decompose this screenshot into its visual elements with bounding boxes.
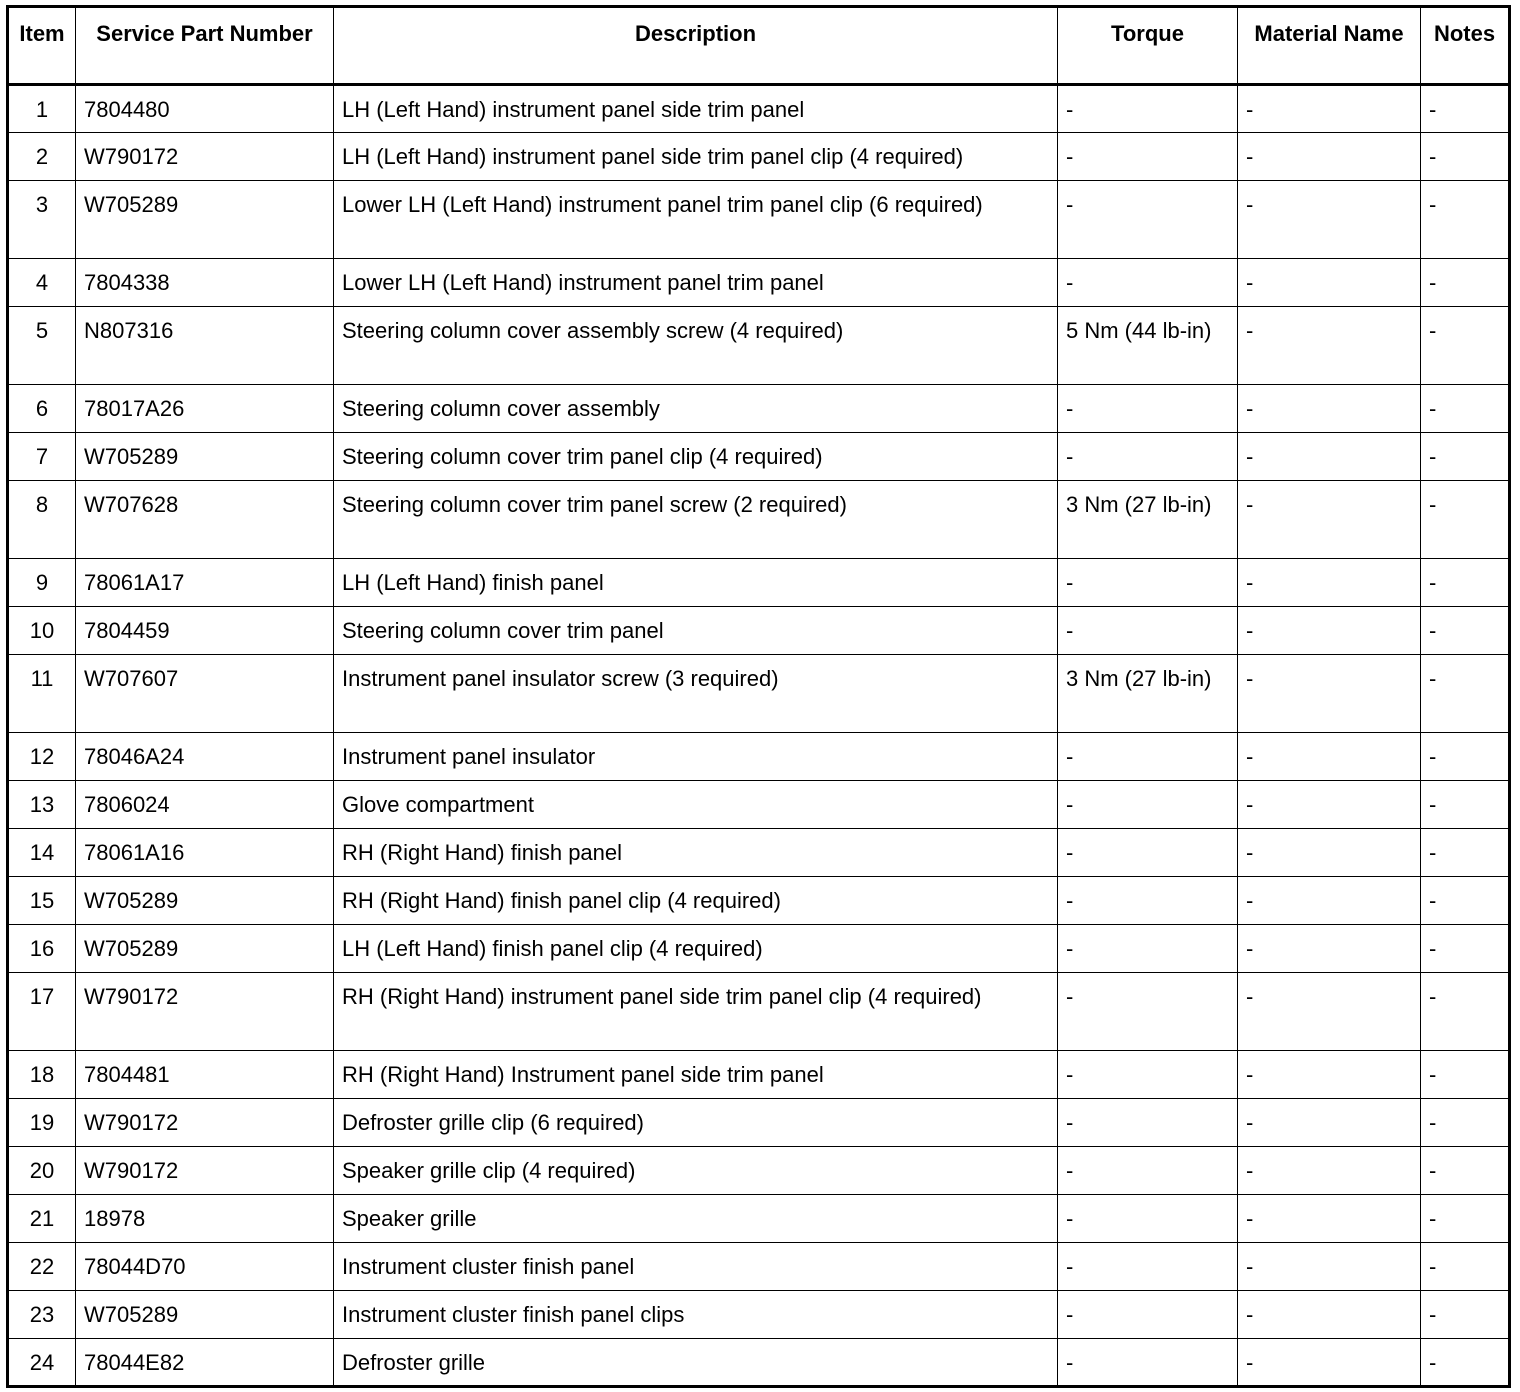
service-part-number-cell: 7804459	[76, 607, 334, 655]
torque-cell: -	[1058, 733, 1238, 781]
table-row	[8, 877, 1510, 925]
notes-cell: -	[1421, 85, 1510, 133]
header-material-name: Material Name	[1238, 7, 1421, 85]
material-name-cell: -	[1238, 829, 1421, 877]
description-cell: Defroster grille clip (6 required)	[334, 1099, 1058, 1147]
description-cell: Steering column cover trim panel clip (4 required)	[334, 433, 1058, 481]
description-cell: Speaker grille	[334, 1195, 1058, 1243]
service-part-number-cell: N807316	[76, 307, 334, 385]
table-row	[8, 1051, 1510, 1099]
table-row	[8, 85, 1510, 133]
service-part-number-cell: W790172	[76, 133, 334, 181]
item-cell: 15	[8, 877, 76, 925]
table-row	[8, 1195, 1510, 1243]
header-description: Description	[334, 7, 1058, 85]
material-name-cell: -	[1238, 307, 1421, 385]
torque-cell: -	[1058, 781, 1238, 829]
notes-cell: -	[1421, 781, 1510, 829]
torque-cell: -	[1058, 925, 1238, 973]
table-row	[8, 307, 1510, 385]
service-part-number-cell: W790172	[76, 1099, 334, 1147]
description-cell: Steering column cover assembly screw (4 required)	[334, 307, 1058, 385]
torque-cell: -	[1058, 1339, 1238, 1387]
material-name-cell: -	[1238, 655, 1421, 733]
torque-cell: 3 Nm (27 lb-in)	[1058, 655, 1238, 733]
notes-cell: -	[1421, 877, 1510, 925]
service-part-number-cell: 18978	[76, 1195, 334, 1243]
description-cell: RH (Right Hand) instrument panel side trim panel clip (4 required)	[334, 973, 1058, 1051]
description-cell: RH (Right Hand) finish panel	[334, 829, 1058, 877]
service-part-number-cell: 7804338	[76, 259, 334, 307]
description-cell: Lower LH (Left Hand) instrument panel trim panel	[334, 259, 1058, 307]
header-item: Item	[8, 7, 76, 85]
service-part-number-cell: 78046A24	[76, 733, 334, 781]
material-name-cell: -	[1238, 1243, 1421, 1291]
table-row	[8, 481, 1510, 559]
table-row	[8, 385, 1510, 433]
notes-cell: -	[1421, 733, 1510, 781]
description-cell: Instrument cluster finish panel clips	[334, 1291, 1058, 1339]
notes-cell: -	[1421, 1291, 1510, 1339]
material-name-cell: -	[1238, 85, 1421, 133]
description-cell: Instrument panel insulator screw (3 required)	[334, 655, 1058, 733]
material-name-cell: -	[1238, 133, 1421, 181]
notes-cell: -	[1421, 133, 1510, 181]
notes-cell: -	[1421, 655, 1510, 733]
material-name-cell: -	[1238, 181, 1421, 259]
torque-cell: -	[1058, 1291, 1238, 1339]
table-row	[8, 433, 1510, 481]
table-row	[8, 133, 1510, 181]
table-row	[8, 1243, 1510, 1291]
item-cell: 3	[8, 181, 76, 259]
item-cell: 10	[8, 607, 76, 655]
torque-cell: -	[1058, 559, 1238, 607]
material-name-cell: -	[1238, 1339, 1421, 1387]
service-part-number-cell: W705289	[76, 1291, 334, 1339]
torque-cell: -	[1058, 259, 1238, 307]
description-cell: Glove compartment	[334, 781, 1058, 829]
material-name-cell: -	[1238, 877, 1421, 925]
service-part-number-cell: 78061A17	[76, 559, 334, 607]
material-name-cell: -	[1238, 385, 1421, 433]
torque-cell: -	[1058, 433, 1238, 481]
notes-cell: -	[1421, 1243, 1510, 1291]
item-cell: 11	[8, 655, 76, 733]
material-name-cell: -	[1238, 607, 1421, 655]
notes-cell: -	[1421, 607, 1510, 655]
table-row	[8, 1339, 1510, 1387]
material-name-cell: -	[1238, 259, 1421, 307]
material-name-cell: -	[1238, 925, 1421, 973]
table-row	[8, 559, 1510, 607]
item-cell: 2	[8, 133, 76, 181]
service-part-number-cell: W705289	[76, 877, 334, 925]
table-row	[8, 781, 1510, 829]
notes-cell: -	[1421, 1195, 1510, 1243]
description-cell: RH (Right Hand) Instrument panel side trim panel	[334, 1051, 1058, 1099]
material-name-cell: -	[1238, 1099, 1421, 1147]
item-cell: 18	[8, 1051, 76, 1099]
torque-cell: -	[1058, 133, 1238, 181]
service-part-number-cell: 78044D70	[76, 1243, 334, 1291]
torque-cell: -	[1058, 181, 1238, 259]
material-name-cell: -	[1238, 433, 1421, 481]
table-row	[8, 1099, 1510, 1147]
service-part-number-cell: W705289	[76, 433, 334, 481]
service-part-number-cell: W707628	[76, 481, 334, 559]
item-cell: 13	[8, 781, 76, 829]
notes-cell: -	[1421, 925, 1510, 973]
description-cell: Instrument panel insulator	[334, 733, 1058, 781]
description-cell: Defroster grille	[334, 1339, 1058, 1387]
notes-cell: -	[1421, 829, 1510, 877]
material-name-cell: -	[1238, 1051, 1421, 1099]
torque-cell: -	[1058, 1147, 1238, 1195]
torque-cell: -	[1058, 1051, 1238, 1099]
item-cell: 19	[8, 1099, 76, 1147]
torque-cell: -	[1058, 1195, 1238, 1243]
service-part-number-cell: W705289	[76, 925, 334, 973]
item-cell: 17	[8, 973, 76, 1051]
item-cell: 21	[8, 1195, 76, 1243]
item-cell: 7	[8, 433, 76, 481]
table-row	[8, 1291, 1510, 1339]
header-torque: Torque	[1058, 7, 1238, 85]
material-name-cell: -	[1238, 973, 1421, 1051]
torque-cell: -	[1058, 829, 1238, 877]
item-cell: 8	[8, 481, 76, 559]
torque-cell: 5 Nm (44 lb-in)	[1058, 307, 1238, 385]
notes-cell: -	[1421, 385, 1510, 433]
item-cell: 12	[8, 733, 76, 781]
description-cell: LH (Left Hand) instrument panel side trim panel clip (4 required)	[334, 133, 1058, 181]
item-cell: 9	[8, 559, 76, 607]
table-row	[8, 259, 1510, 307]
table-row	[8, 181, 1510, 259]
service-part-number-cell: W790172	[76, 973, 334, 1051]
service-part-number-cell: W707607	[76, 655, 334, 733]
item-cell: 20	[8, 1147, 76, 1195]
header-row	[8, 7, 1510, 85]
table-row	[8, 733, 1510, 781]
service-part-number-cell: 7804480	[76, 85, 334, 133]
material-name-cell: -	[1238, 1147, 1421, 1195]
torque-cell: -	[1058, 85, 1238, 133]
torque-cell: -	[1058, 1243, 1238, 1291]
notes-cell: -	[1421, 307, 1510, 385]
description-cell: Lower LH (Left Hand) instrument panel trim panel clip (6 required)	[334, 181, 1058, 259]
notes-cell: -	[1421, 481, 1510, 559]
item-cell: 22	[8, 1243, 76, 1291]
item-cell: 16	[8, 925, 76, 973]
table-row	[8, 973, 1510, 1051]
notes-cell: -	[1421, 1147, 1510, 1195]
description-cell: LH (Left Hand) instrument panel side trim panel	[334, 85, 1058, 133]
description-cell: Steering column cover trim panel screw (2 required)	[334, 481, 1058, 559]
material-name-cell: -	[1238, 481, 1421, 559]
notes-cell: -	[1421, 1339, 1510, 1387]
item-cell: 4	[8, 259, 76, 307]
table-row	[8, 1147, 1510, 1195]
service-part-number-cell: W790172	[76, 1147, 334, 1195]
service-part-number-cell: W705289	[76, 181, 334, 259]
material-name-cell: -	[1238, 559, 1421, 607]
service-part-number-cell: 7806024	[76, 781, 334, 829]
table-row	[8, 829, 1510, 877]
service-part-number-cell: 7804481	[76, 1051, 334, 1099]
table-row	[8, 925, 1510, 973]
service-part-number-cell: 78044E82	[76, 1339, 334, 1387]
description-cell: Instrument cluster finish panel	[334, 1243, 1058, 1291]
service-part-number-cell: 78061A16	[76, 829, 334, 877]
notes-cell: -	[1421, 559, 1510, 607]
parts-table	[6, 5, 1511, 1388]
torque-cell: -	[1058, 877, 1238, 925]
torque-cell: -	[1058, 607, 1238, 655]
description-cell: LH (Left Hand) finish panel clip (4 required)	[334, 925, 1058, 973]
description-cell: Speaker grille clip (4 required)	[334, 1147, 1058, 1195]
item-cell: 24	[8, 1339, 76, 1387]
header-notes: Notes	[1421, 7, 1510, 85]
torque-cell: -	[1058, 973, 1238, 1051]
description-cell: Steering column cover trim panel	[334, 607, 1058, 655]
notes-cell: -	[1421, 1051, 1510, 1099]
item-cell: 1	[8, 85, 76, 133]
torque-cell: 3 Nm (27 lb-in)	[1058, 481, 1238, 559]
material-name-cell: -	[1238, 733, 1421, 781]
item-cell: 14	[8, 829, 76, 877]
service-part-number-cell: 78017A26	[76, 385, 334, 433]
item-cell: 23	[8, 1291, 76, 1339]
header-service-part-number: Service Part Number	[76, 7, 334, 85]
table-body	[8, 85, 1510, 1387]
notes-cell: -	[1421, 259, 1510, 307]
material-name-cell: -	[1238, 781, 1421, 829]
description-cell: RH (Right Hand) finish panel clip (4 required)	[334, 877, 1058, 925]
material-name-cell: -	[1238, 1291, 1421, 1339]
notes-cell: -	[1421, 1099, 1510, 1147]
table-row	[8, 655, 1510, 733]
notes-cell: -	[1421, 973, 1510, 1051]
item-cell: 5	[8, 307, 76, 385]
torque-cell: -	[1058, 1099, 1238, 1147]
notes-cell: -	[1421, 181, 1510, 259]
item-cell: 6	[8, 385, 76, 433]
material-name-cell: -	[1238, 1195, 1421, 1243]
description-cell: LH (Left Hand) finish panel	[334, 559, 1058, 607]
notes-cell: -	[1421, 433, 1510, 481]
table-row	[8, 607, 1510, 655]
torque-cell: -	[1058, 385, 1238, 433]
description-cell: Steering column cover assembly	[334, 385, 1058, 433]
